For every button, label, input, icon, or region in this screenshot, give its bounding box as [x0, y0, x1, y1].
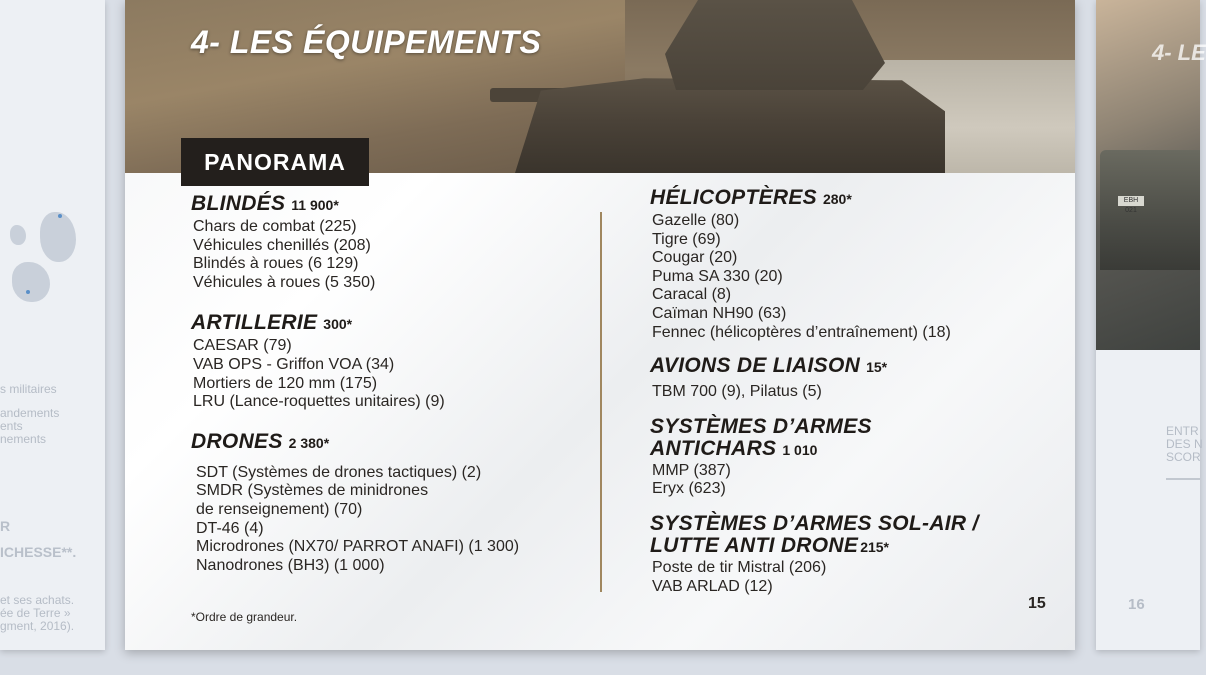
- map-marker-icon: [26, 290, 30, 294]
- list-item: Véhicules chenillés (208): [193, 236, 371, 254]
- list-item: Blindés à roues (6 129): [193, 255, 359, 273]
- page-title: 4- LES ÉQUIPEMENTS: [191, 24, 542, 60]
- list-item: Nanodrones (BH3) (1 000): [196, 556, 385, 574]
- side-page-title: 4- LE: [1152, 40, 1206, 65]
- section-title: ARTILLERIE: [191, 311, 318, 335]
- side-text-line: DES N: [1166, 437, 1203, 451]
- list-item: Cougar (20): [652, 249, 738, 267]
- list-item: Fennec (hélicoptères d’entraînement) (18): [652, 323, 951, 341]
- section-title-line: SYSTÈMES D’ARMES: [650, 414, 872, 438]
- side-tank-label: EBH 021: [1118, 196, 1144, 206]
- list-item: de renseignement) (70): [196, 500, 363, 518]
- side-tank-photo: [1096, 0, 1206, 350]
- section-antichars: [650, 416, 1050, 499]
- next-page[interactable]: [1096, 0, 1206, 650]
- side-text-line: nements: [0, 432, 47, 446]
- section-title-line: LUTTE ANTI DRONE: [650, 533, 859, 557]
- section-helicopteres: [650, 186, 1050, 342]
- side-text-line: s militaires: [0, 382, 57, 396]
- section-sol-air: [650, 513, 1050, 596]
- section-title: BLINDÉS: [191, 192, 286, 215]
- list-item: Véhicules à roues (5 350): [193, 273, 376, 291]
- previous-page[interactable]: [0, 0, 105, 650]
- page-number: 15: [1028, 595, 1046, 612]
- side-text-line: gment, 2016).: [0, 619, 75, 633]
- section-heading: [191, 430, 611, 456]
- list-item: Mortiers de 120 mm (175): [193, 374, 378, 392]
- list-item: VAB OPS - Griffon VOA (34): [193, 355, 395, 373]
- section-tag: PANORAMA: [181, 138, 369, 186]
- section-title: AVIONS DE LIAISON: [650, 354, 861, 378]
- side-text-line: ENTR: [1166, 424, 1199, 438]
- map-germany-shape: [40, 212, 76, 262]
- left-column: [191, 192, 611, 575]
- list-item: Tigre (69): [652, 230, 721, 248]
- section-heading: [650, 535, 1050, 559]
- side-text-line: R: [0, 518, 11, 534]
- side-tank-shape: [1100, 150, 1200, 270]
- section-title-line: ANTICHARS: [650, 436, 777, 460]
- section-title: HÉLICOPTÈRES: [650, 186, 817, 209]
- list-item: Caïman NH90 (63): [652, 304, 787, 322]
- side-text-line: andements: [0, 406, 60, 420]
- list-item: Caracal (8): [652, 286, 732, 304]
- section-heading: [650, 438, 1050, 462]
- section-count: 280*: [822, 191, 852, 207]
- column-divider: [600, 212, 602, 592]
- section-drones: [191, 430, 611, 576]
- section-artillerie: [191, 311, 611, 411]
- side-text-line: ée de Terre »: [0, 606, 71, 620]
- side-divider: [1166, 478, 1200, 480]
- list-item: TBM 700 (9), Pilatus (5): [652, 383, 822, 401]
- section-count: 11 900*: [291, 197, 339, 213]
- list-item: SDT (Systèmes de drones tactiques) (2): [196, 463, 482, 481]
- side-text-line: et ses achats.: [0, 593, 75, 607]
- map-marker-icon: [58, 214, 62, 218]
- photo-tank-turret: [665, 0, 885, 90]
- list-item: DT-46 (4): [196, 519, 264, 537]
- list-item: VAB ARLAD (12): [652, 577, 773, 595]
- side-text-line: ICHESSE**.: [0, 544, 77, 560]
- map-island-shape: [12, 262, 50, 302]
- section-count: 2 380*: [288, 434, 330, 451]
- section-heading: [191, 311, 611, 337]
- side-text-line: SCOR: [1166, 450, 1201, 464]
- section-count: 215*: [860, 538, 889, 555]
- map-corsica-shape: [10, 225, 26, 245]
- section-avions: [650, 354, 1050, 402]
- list-item: Puma SA 330 (20): [652, 267, 783, 285]
- side-text-line: ents: [0, 419, 23, 433]
- section-heading: [650, 354, 1050, 380]
- list-item: SMDR (Systèmes de minidrones: [196, 482, 429, 500]
- section-count: 300*: [323, 316, 353, 333]
- list-item: Chars de combat (225): [193, 218, 357, 235]
- document-page: [125, 0, 1075, 650]
- section-count: 1 010: [782, 441, 818, 458]
- section-blindes: [191, 192, 611, 292]
- side-page-number: 16: [1128, 596, 1145, 613]
- section-title: DRONES: [191, 429, 283, 453]
- right-column: [650, 186, 1050, 596]
- list-item: CAESAR (79): [193, 337, 292, 355]
- list-item: Microdrones (NX70/ PARROT ANAFI) (1 300): [196, 538, 520, 556]
- section-heading: [191, 192, 611, 218]
- section-count: 15*: [866, 359, 888, 376]
- section-title-line: SYSTÈMES D’ARMES SOL-AIR /: [650, 511, 979, 535]
- list-item: Eryx (623): [652, 480, 726, 498]
- footnote: *Ordre de grandeur.: [191, 610, 298, 624]
- list-item: LRU (Lance-roquettes unitaires) (9): [193, 393, 445, 411]
- list-item: Poste de tir Mistral (206): [652, 558, 827, 576]
- section-heading: [650, 186, 1050, 212]
- list-item: Gazelle (80): [652, 212, 740, 229]
- list-item: MMP (387): [652, 461, 731, 479]
